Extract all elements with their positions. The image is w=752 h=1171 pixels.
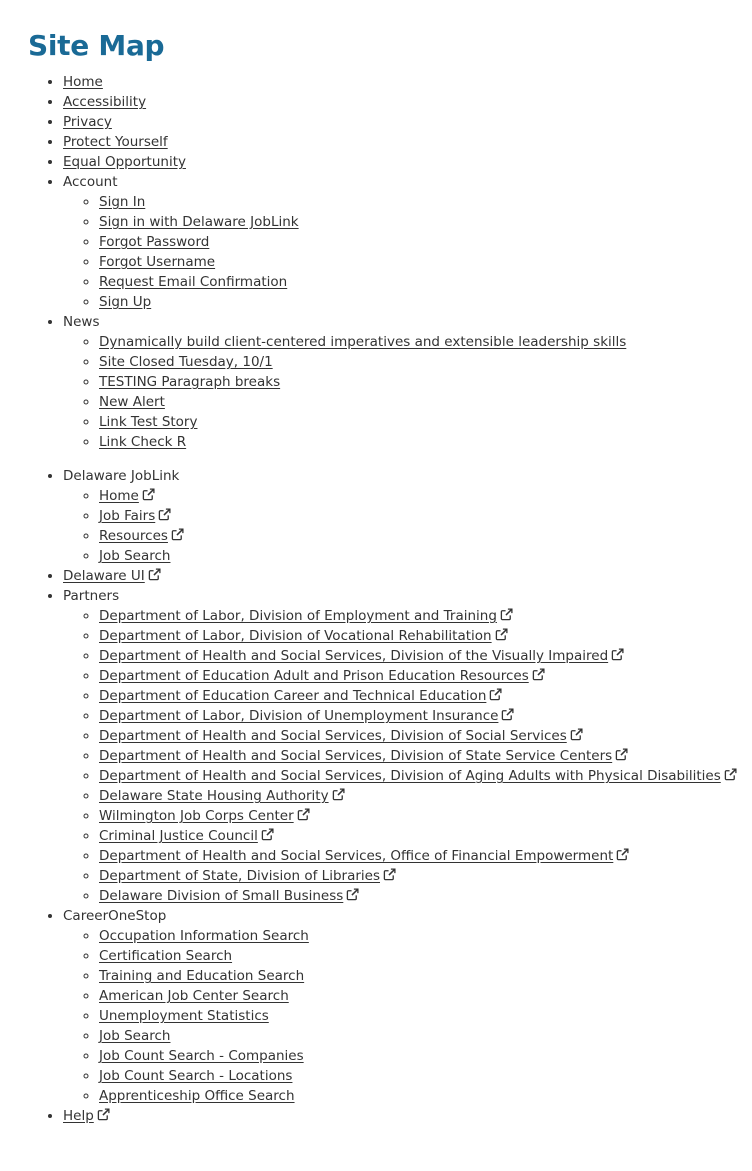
- account-label: Account: [63, 174, 118, 190]
- link-text: Department of Health and Social Services, Division of Social Services: [99, 728, 567, 744]
- careeronestop-link[interactable]: Training and Education Search: [99, 968, 305, 984]
- link-text: Department of Health and Social Services, Office of Financial Empowerment: [99, 848, 614, 864]
- link-text: Help: [63, 1108, 94, 1124]
- list-item: [99, 1006, 752, 1026]
- list-item: [99, 352, 752, 372]
- partner-link[interactable]: [99, 748, 628, 764]
- external-link-icon: [142, 488, 155, 501]
- careeronestop-link[interactable]: American Job Center Search: [99, 988, 289, 1004]
- forgot-username-link[interactable]: Forgot Username: [99, 254, 216, 270]
- list-item: [99, 946, 752, 966]
- list-item: [99, 486, 752, 506]
- list-item: [99, 506, 752, 526]
- link-text: Wilmington Job Corps Center: [99, 808, 294, 824]
- external-link-icon: [724, 768, 737, 781]
- list-item: [99, 846, 752, 866]
- external-link-icon: [171, 528, 184, 541]
- list-item: [63, 112, 752, 132]
- news-link[interactable]: Site Closed Tuesday, 10/1: [99, 354, 273, 370]
- list-item: [99, 706, 752, 726]
- resources-link[interactable]: [99, 528, 184, 544]
- link-text: Home: [99, 488, 139, 504]
- careeronestop-link[interactable]: Unemployment Statistics: [99, 1008, 269, 1024]
- list-item: [99, 432, 752, 452]
- link-text: Criminal Justice Council: [99, 828, 258, 844]
- list-item: [99, 1086, 752, 1106]
- account-list: [63, 192, 752, 312]
- list-item: [99, 1066, 752, 1086]
- partner-link[interactable]: [99, 808, 310, 824]
- partners-list: [63, 606, 752, 906]
- list-item: [99, 886, 752, 906]
- list-item: [63, 92, 752, 112]
- link-text: Resources: [99, 528, 168, 544]
- careeronestop-link[interactable]: Certification Search: [99, 948, 233, 964]
- sign-in-joblink-link[interactable]: Sign in with Delaware JobLink: [99, 214, 299, 230]
- joblink-list: [63, 486, 752, 566]
- link-text: Department of Education Career and Technical Education: [99, 688, 487, 704]
- list-item: [99, 646, 752, 666]
- list-item: [99, 786, 752, 806]
- list-item: [99, 1026, 752, 1046]
- job-fairs-link[interactable]: [99, 508, 171, 524]
- partners-section: [63, 586, 752, 906]
- list-item: [99, 192, 752, 212]
- partners-label: Partners: [63, 588, 120, 604]
- home-link[interactable]: Home: [63, 74, 103, 90]
- list-item: [99, 272, 752, 292]
- partner-link[interactable]: [99, 688, 502, 704]
- list-item: [99, 766, 752, 786]
- news-list: [63, 332, 752, 452]
- list-item: [99, 986, 752, 1006]
- request-email-confirmation-link[interactable]: Request Email Confirmation: [99, 274, 288, 290]
- partner-link[interactable]: [99, 728, 583, 744]
- forgot-password-link[interactable]: Forgot Password: [99, 234, 210, 250]
- list-item: [63, 152, 752, 172]
- privacy-link[interactable]: Privacy: [63, 114, 112, 130]
- sign-in-link[interactable]: Sign In: [99, 194, 146, 210]
- partner-link[interactable]: [99, 848, 629, 864]
- external-link-icon: [500, 608, 513, 621]
- list-item: [99, 666, 752, 686]
- external-link-icon: [615, 748, 628, 761]
- equal-opportunity-link[interactable]: Equal Opportunity: [63, 154, 186, 170]
- external-link-icon: [297, 808, 310, 821]
- list-item: [99, 966, 752, 986]
- partner-link[interactable]: [99, 628, 508, 644]
- external-link-icon: [261, 828, 274, 841]
- link-text: Department of Labor, Division of Unemployment Insurance: [99, 708, 499, 724]
- external-link-icon: [346, 888, 359, 901]
- link-text: Department of Labor, Division of Employment and Training: [99, 608, 497, 624]
- link-text: Department of Health and Social Services, Division of State Service Centers: [99, 748, 613, 764]
- link-text: Delaware UI: [63, 568, 145, 584]
- help-link[interactable]: [63, 1108, 110, 1124]
- list-item: [99, 232, 752, 252]
- careeronestop-label: CareerOneStop: [63, 908, 167, 924]
- list-item: [99, 1046, 752, 1066]
- careeronestop-link[interactable]: Job Count Search - Locations: [99, 1068, 293, 1084]
- news-label: News: [63, 314, 100, 330]
- partner-link[interactable]: [99, 608, 513, 624]
- news-link[interactable]: Link Check R: [99, 434, 187, 450]
- list-item: [99, 252, 752, 272]
- news-section: [63, 312, 752, 452]
- accessibility-link[interactable]: Accessibility: [63, 94, 147, 110]
- partner-link[interactable]: [99, 768, 737, 784]
- careeronestop-link[interactable]: Job Count Search - Companies: [99, 1048, 304, 1064]
- list-item: [99, 606, 752, 626]
- news-link[interactable]: New Alert: [99, 394, 165, 410]
- list-item: [63, 1106, 752, 1126]
- partner-link[interactable]: [99, 788, 345, 804]
- news-link[interactable]: Dynamically build client-centered imperatives and extensible leadership skills: [99, 334, 627, 350]
- link-text: Department of Health and Social Services, Division of the Visually Impaired: [99, 648, 609, 664]
- list-item: [99, 526, 752, 546]
- list-item: [99, 292, 752, 312]
- delaware-ui-link[interactable]: [63, 568, 161, 584]
- list-item: [99, 392, 752, 412]
- list-item: [99, 626, 752, 646]
- list-item: [99, 826, 752, 846]
- list-item: [99, 372, 752, 392]
- external-link-icon: [158, 508, 171, 521]
- careeronestop-link[interactable]: Job Search: [99, 1028, 171, 1044]
- careeronestop-list: [63, 926, 752, 1106]
- link-text: Job Fairs: [99, 508, 156, 524]
- list-item: [99, 726, 752, 746]
- list-item: [99, 746, 752, 766]
- link-text: Department of Labor, Division of Vocational Rehabilitation: [99, 628, 492, 644]
- careeronestop-link[interactable]: Occupation Information Search: [99, 928, 309, 944]
- account-section: [63, 172, 752, 312]
- news-link[interactable]: TESTING Paragraph breaks: [99, 374, 281, 390]
- external-link-icon: [532, 668, 545, 681]
- joblink-label: Delaware JobLink: [63, 468, 180, 484]
- partner-link[interactable]: [99, 648, 624, 664]
- sign-up-link[interactable]: Sign Up: [99, 294, 152, 310]
- partner-link[interactable]: [99, 868, 396, 884]
- external-link-icon: [495, 628, 508, 641]
- external-link-icon: [332, 788, 345, 801]
- list-item: [99, 332, 752, 352]
- link-text: Delaware Division of Small Business: [99, 888, 344, 904]
- list-item: [99, 546, 752, 566]
- list-item: [99, 412, 752, 432]
- protect-yourself-link[interactable]: Protect Yourself: [63, 134, 168, 150]
- external-link-icon: [501, 708, 514, 721]
- list-item: [99, 212, 752, 232]
- external-link-icon: [489, 688, 502, 701]
- external-link-icon: [148, 568, 161, 581]
- external-link-icon: [616, 848, 629, 861]
- external-link-icon: [97, 1108, 110, 1121]
- site-map-list: [28, 72, 752, 1126]
- list-item: [99, 806, 752, 826]
- link-text: Delaware State Housing Authority: [99, 788, 329, 804]
- partner-link[interactable]: [99, 888, 359, 904]
- news-link[interactable]: Link Test Story: [99, 414, 198, 430]
- partner-link[interactable]: [99, 828, 274, 844]
- link-text: Department of Health and Social Services, Division of Aging Adults with Physical Disabilities: [99, 768, 721, 784]
- list-item: [63, 566, 752, 586]
- list-item: [63, 132, 752, 152]
- list-item: [63, 72, 752, 92]
- external-link-icon: [383, 868, 396, 881]
- list-item: [99, 686, 752, 706]
- external-link-icon: [611, 648, 624, 661]
- job-search-link[interactable]: Job Search: [99, 548, 171, 564]
- link-text: Department of State, Division of Libraries: [99, 868, 380, 884]
- careeronestop-section: [63, 906, 752, 1106]
- page-title: Site Map: [28, 29, 165, 62]
- careeronestop-link[interactable]: Apprenticeship Office Search: [99, 1088, 295, 1104]
- link-text: Department of Education Adult and Prison Education Resources: [99, 668, 529, 684]
- list-item: [99, 866, 752, 886]
- joblink-home-link[interactable]: [99, 488, 155, 504]
- list-item: [99, 926, 752, 946]
- partner-link[interactable]: [99, 668, 545, 684]
- joblink-section: [63, 466, 752, 566]
- external-link-icon: [570, 728, 583, 741]
- partner-link[interactable]: [99, 708, 514, 724]
